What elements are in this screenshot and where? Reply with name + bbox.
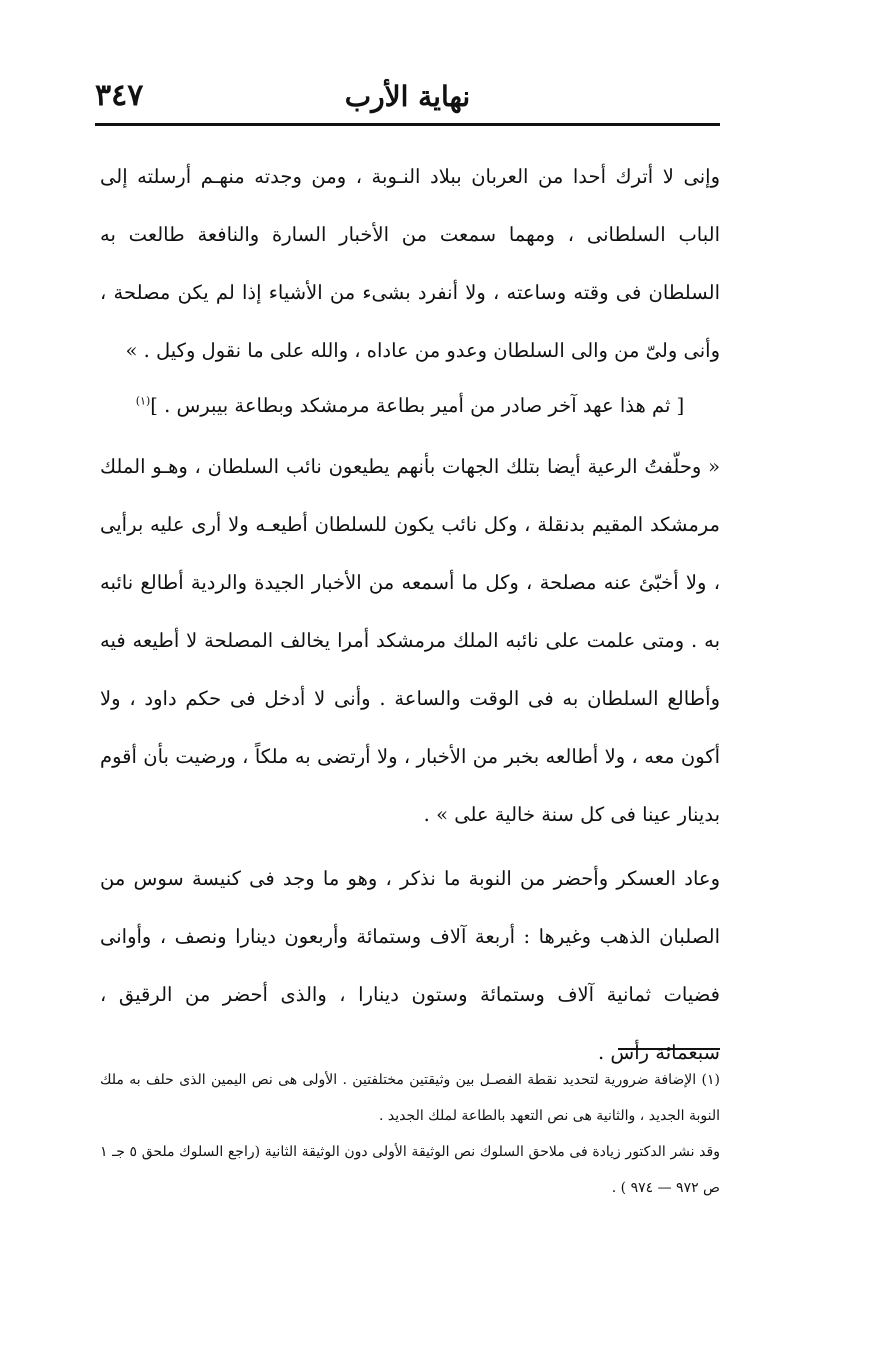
footnote-rule [618,1048,720,1050]
page-header [95,78,720,120]
page-number: ٣٤٧ [95,78,144,113]
running-title: نهاية الأرب [344,80,471,113]
footnote-reference: (١) [135,394,151,408]
paragraph-spoils: وعاد العسكر وأحضر من النوبة ما نذكر ، وهو ما وجد فى كنيسة سوس من الصلبان الذهب وغيرها : أربعة آلاف وستمائة وأربعون دينارا ونصف ، وأوانى فضيات ثمانية آلاف وستمائة وستون دينارا ، والذى أحضر من الرقيق ، سبعمائة رأس . [100,867,720,1064]
section-heading [100,380,720,432]
footnote-1-continued: وقد نشر الدكتور زيادة فى ملاحق السلوك نص الوثيقة الأولى دون الوثيقة الثانية (راجع السلوك ملحق ٥ جـ ١ ص ٩٧٢ — ٩٧٤ ) . [100,1144,720,1196]
footnotes [100,1062,720,1206]
main-text [100,148,720,1082]
footnote-1: (١) الإضافة ضرورية لتحديد نقطة الفصـل بين وثيقتين مختلفتين . الأولى هى نص اليمين الذى حلف به ملك النوبة الجديد ، والثانية هى نص التعهد بالطاعة لملك الجديد . [100,1072,720,1124]
header-rule [95,123,720,126]
paragraph-second-covenant: « وحلّفتُ الرعية أيضا بتلك الجهات بأنهم يطيعون نائب السلطان ، وهـو الملك مرمشكد المقيم بدنقلة ، وكل نائب يكون للسلطان أطيعـه ولا أرى عليه برأيى ، ولا أخبّئ عنه مصلحة ، وكل ما أسمعه من الأخبار الجيدة والردية أطالع نائبه به . ومتى علمت على نائبه الملك مرمشكد أمرا يخالف المصلحة لا أطيعه فيه وأطالع السلطان به فى الوقت والساعة . وأنى لا أدخل فى حكم داود ، ولا أكون معه ، ولا أطالعه بخبر من الأخبار ، ولا أرتضى به ملكاً ، ورضيت بأن أقوم بدينار عينا فى كل سنة خالية على » . [100,455,720,826]
section-heading-text: [ ثم هذا عهد آخر صادر من أمير بطاعة مرمشكد وبطاعة بيبرس . ] [150,394,685,417]
paragraph-oath-end: وإنى لا أترك أحدا من العربان ببلاد النـوبة ، ومن وجدته منهـم أرسلته إلى الباب السلطانى ، ومهما سمعت من الأخبار السارة والنافعة طالعت به السلطان فى وقته وساعته ، ولا أنفرد بشىء من الأشياء إذا لم يكن مصلحة ، وأنى ولىّ من والى السلطان وعدو من عاداه ، والله على ما نقول وكيل . » [100,165,720,362]
